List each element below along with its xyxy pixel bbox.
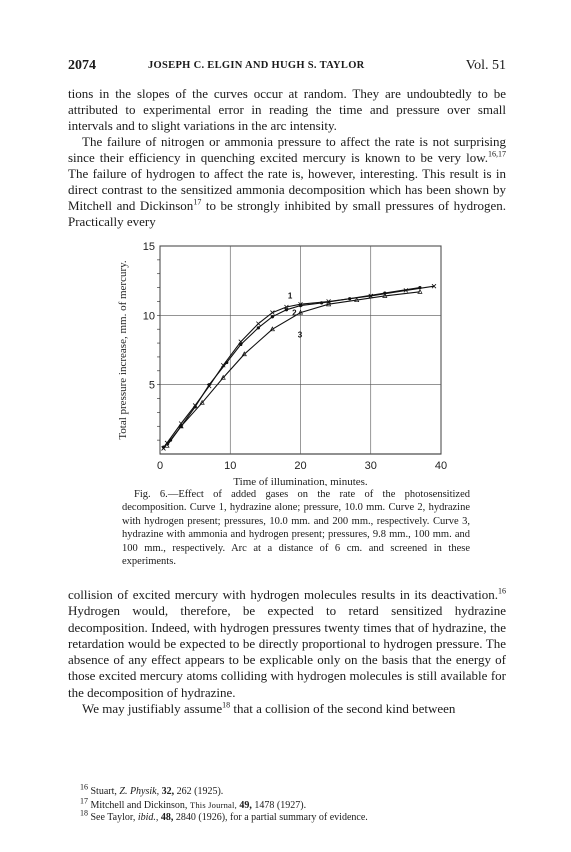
x-tick-label: 10 (224, 460, 237, 472)
footnote-text: 262 (1925). (174, 786, 224, 797)
x-axis-title: Time of illumination, minutes. (233, 476, 368, 486)
reference-superscript: 16 (498, 586, 506, 596)
paragraph-text: that a collision of the second kind between (230, 701, 456, 717)
paragraph-text: The failure of hydrogen to affect the rate is, however, interesting. This result is in direct contrast to the sensitized ammonia decomposition which has been shown by Mitchell and Dickinson (68, 166, 506, 213)
footnote-volume: 32, (159, 786, 175, 797)
caption-body: —Effect of added gases on the rate of the photosensitized decomposition. Curve 1, hydrazine alone; pressure, 10.0 mm. Curve 2, hydrazine with hydrogen present; pressures, 10.0 mm. and 200 mm., respectively. Curve 3, hydrazine with ammonia and hydrogen present; pressures, 9.8 mm., 100 mm. and 100 mm., respectively. Arc at a distance of 6 cm. and screened in these experiments. (122, 489, 470, 568)
running-header-authors: JOSEPH C. ELGIN AND HUGH S. TAYLOR (148, 60, 365, 71)
footnote-journal: ibid., (137, 812, 159, 823)
footnote-volume: 49, (236, 799, 252, 811)
caption-text (122, 488, 470, 568)
y-tick-label: 5 (148, 379, 155, 392)
running-header (68, 58, 506, 76)
y-axis-title: Total pressure increase, mm. of mercury. (117, 260, 129, 440)
paragraph-text: Hydrogen would, therefore, be expected to retard sensitized hydrazine decomposition. Indeed, with hydrogen pressures twenty times that of hydrazine, the retardation would be expected to be directly proportional to hydrogen pressure. The absence of any effect appears to be explicable only on the basis that the energy of those excited mercury atoms colliding with hydrogen molecules is still available for the decomposition of hydrazine. (68, 603, 506, 700)
curve-label: 1 (287, 291, 293, 301)
footnote-text: 2840 (1926), for a partial summary of evidence. (173, 812, 368, 823)
page-number: 2074 (68, 58, 96, 73)
footnote-number: 18 (80, 808, 88, 818)
data-point (285, 308, 288, 311)
reference-superscript: 17 (193, 197, 202, 207)
footnote-text: Mitchell and Dickinson, (88, 799, 190, 811)
x-tick-label: 40 (434, 460, 448, 472)
data-point (257, 326, 260, 329)
footnote-18 (80, 808, 506, 825)
figure-6 (90, 240, 450, 486)
footnote-text: Stuart, (88, 786, 120, 797)
paragraph (68, 701, 506, 717)
footnote-17 (80, 796, 506, 813)
footnote-16 (80, 782, 506, 799)
body-text-top (68, 86, 506, 230)
footnote-text: See Taylor, (88, 812, 138, 823)
data-point (256, 322, 260, 326)
reference-superscript: 16,17 (488, 149, 506, 159)
footnote-volume: 48, (158, 812, 174, 823)
paragraph (68, 587, 506, 700)
data-point (418, 286, 421, 289)
footnote-text: 1478 (1927). (251, 799, 307, 811)
paragraph: tions in the slopes of the curves occur at random. They are undoubtedly to be attributed to experimental error in reading the time and pressure over small intervals and to slight variations in the arc intensity. (68, 86, 506, 133)
footnote-journal: This Journal, (189, 799, 237, 810)
series-line-1 (164, 286, 435, 448)
curve-label: 3 (297, 330, 303, 340)
paragraph-text: The failure of nitrogen or ammonia pressure to affect the rate is not surprising since their efficiency in quenching excited mercury is known to be very low. (68, 134, 506, 165)
y-tick-label: 10 (142, 310, 155, 323)
data-point (194, 405, 197, 408)
data-point (320, 301, 323, 304)
x-tick-label: 30 (364, 460, 377, 472)
paragraph-text: collision of excited mercury with hydrogen molecules results in its deactivation. (68, 587, 498, 602)
body-text-bottom (68, 587, 506, 717)
footnote-number: 17 (80, 796, 88, 806)
footnote-journal: Z. Physik, (119, 786, 160, 797)
data-point (225, 361, 228, 364)
data-point (239, 343, 242, 346)
data-point (271, 315, 274, 318)
data-point (299, 304, 302, 307)
caption-label: Fig. 6. (134, 489, 168, 500)
volume-number: Vol. 51 (465, 58, 506, 73)
data-point (348, 297, 351, 300)
x-tick-label: 20 (294, 460, 307, 472)
paragraph-text: to be strongly inhibited by small pressures of hydrogen. Practically every (68, 198, 506, 229)
x-tick-label: 0 (156, 460, 164, 472)
pressure-time-chart (90, 240, 450, 486)
y-tick-label: 15 (142, 241, 155, 253)
data-point (208, 383, 211, 386)
paragraph-text: We may justifiably assume (82, 701, 223, 717)
footnote-number: 16 (80, 782, 88, 792)
reference-superscript: 18 (222, 700, 231, 710)
footnotes (80, 782, 506, 825)
paragraph (68, 134, 506, 230)
curve-label: 2 (292, 308, 297, 318)
figure-caption (122, 488, 470, 568)
data-point (162, 445, 165, 448)
